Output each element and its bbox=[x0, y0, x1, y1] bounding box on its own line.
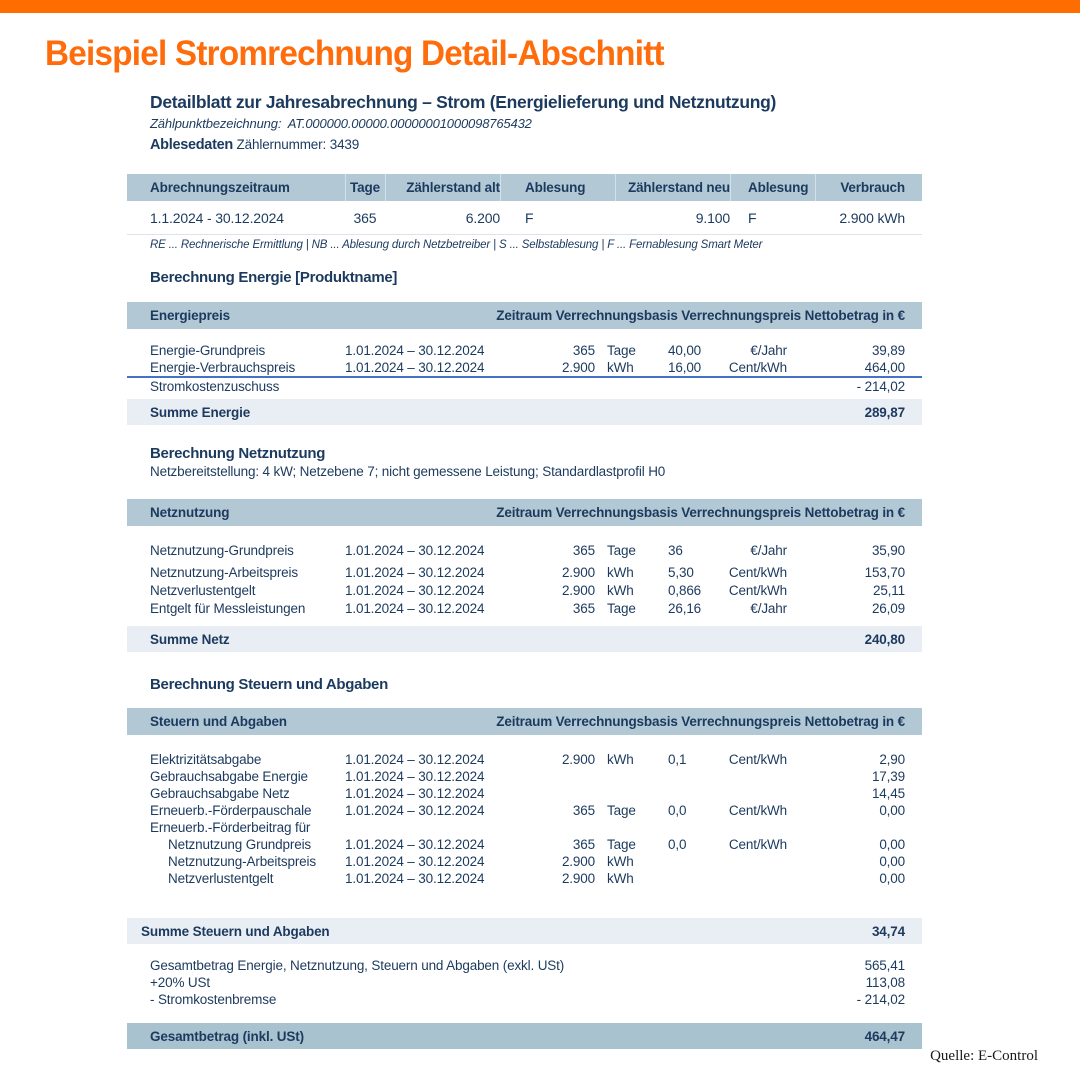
row-basis: 365 bbox=[572, 601, 595, 616]
row-betrag: 0,00 bbox=[879, 871, 905, 886]
sum-value: 240,80 bbox=[864, 631, 905, 647]
taxes-table-header bbox=[127, 708, 922, 735]
row-label: Erneuerb.-Förderbeitrag für bbox=[150, 820, 311, 835]
page-title: Beispiel Stromrechnung Detail-Abschnitt bbox=[45, 34, 664, 73]
reading-type: F bbox=[525, 209, 534, 226]
row-basis-unit bbox=[595, 378, 655, 395]
row-betrag: 0,00 bbox=[879, 854, 905, 869]
row-betrag: 39,89 bbox=[871, 343, 905, 358]
table-row bbox=[127, 542, 922, 564]
total-label: Gesamtbetrag Energie, Netznutzung, Steuern und Abgaben (exkl. USt) bbox=[150, 958, 565, 973]
row-zeitraum bbox=[345, 378, 510, 395]
table-label: Energiepreis bbox=[150, 308, 230, 323]
row-basis-unit: kWh bbox=[607, 360, 634, 375]
row-basis: 2.900 bbox=[561, 854, 595, 869]
columns-header: Zeitraum Verrechnungsbasis Verrechnungspreis Nettobetrag in € bbox=[496, 714, 905, 729]
row-label: Netzverlustentgelt bbox=[168, 871, 274, 886]
table-row bbox=[127, 802, 922, 819]
row-betrag: 17,39 bbox=[871, 769, 905, 784]
row-basis-unit: kWh bbox=[607, 871, 634, 886]
source-credit: Quelle: E-Control bbox=[930, 1048, 1038, 1064]
energy-table-header bbox=[127, 302, 922, 329]
total-value: 565,41 bbox=[864, 958, 905, 973]
table-label: Netznutzung bbox=[150, 505, 230, 520]
row-basis: 2.900 bbox=[561, 583, 595, 598]
row-basis: 2.900 bbox=[561, 871, 595, 886]
old-reading-value: 6.200 bbox=[465, 209, 500, 226]
column-header: Abrechnungszeitraum bbox=[150, 180, 290, 195]
row-betrag: 464,00 bbox=[864, 360, 905, 375]
totals-block bbox=[127, 957, 922, 1008]
netz-table-body bbox=[127, 542, 922, 618]
row-zeitraum bbox=[345, 819, 510, 836]
row-label: Netznutzung Grundpreis bbox=[168, 837, 312, 852]
row-preis-unit: Cent/kWh bbox=[728, 583, 787, 598]
invoice-detail-document bbox=[127, 92, 922, 1049]
row-preis-unit: Cent/kWh bbox=[728, 565, 787, 580]
sum-label: Summe Energie bbox=[150, 404, 251, 420]
row-label: Elektrizitätsabgabe bbox=[150, 752, 262, 767]
row-preis: 0,1 bbox=[668, 752, 687, 767]
taxes-table-body bbox=[127, 751, 922, 887]
row-label: Entgelt für Messleistungen bbox=[150, 601, 306, 616]
new-reading-value: 9.100 bbox=[695, 209, 730, 226]
consumption-value: 2.900 kWh bbox=[839, 209, 905, 226]
row-label: Energie-Verbrauchspreis bbox=[150, 360, 296, 375]
sum-row-netz bbox=[127, 626, 922, 652]
row-preis: 26,16 bbox=[668, 601, 702, 616]
row-basis: 2.900 bbox=[561, 360, 595, 375]
table-row bbox=[127, 870, 922, 887]
row-basis-unit: Tage bbox=[607, 837, 636, 852]
row-betrag bbox=[787, 819, 922, 836]
reading-table-header bbox=[127, 174, 922, 201]
row-betrag: 2,90 bbox=[879, 752, 905, 767]
grand-total-label: Gesamtbetrag (inkl. USt) bbox=[150, 1028, 304, 1044]
row-basis: 365 bbox=[572, 343, 595, 358]
row-preis-unit bbox=[727, 819, 787, 836]
row-basis-unit bbox=[595, 768, 655, 785]
row-preis-unit bbox=[727, 853, 787, 870]
row-basis bbox=[510, 785, 595, 802]
row-preis: 40,00 bbox=[668, 343, 702, 358]
row-basis-unit: kWh bbox=[607, 752, 634, 767]
row-label: Netznutzung-Arbeitspreis bbox=[168, 854, 316, 869]
row-preis-unit: €/Jahr bbox=[750, 343, 787, 358]
row-basis-unit: kWh bbox=[607, 565, 634, 580]
table-row bbox=[127, 785, 922, 802]
row-zeitraum: 1.01.2024 – 30.12.2024 bbox=[345, 769, 485, 784]
row-betrag: - 214,02 bbox=[856, 379, 905, 394]
row-zeitraum: 1.01.2024 – 30.12.2024 bbox=[345, 837, 485, 852]
table-row bbox=[127, 378, 922, 395]
row-zeitraum: 1.01.2024 – 30.12.2024 bbox=[345, 360, 485, 375]
row-basis: 365 bbox=[572, 803, 595, 818]
row-preis bbox=[655, 785, 727, 802]
table-row bbox=[127, 359, 922, 378]
table-row bbox=[127, 600, 922, 618]
row-preis: 0,0 bbox=[668, 803, 687, 818]
row-label: Energie-Grundpreis bbox=[150, 343, 266, 358]
row-betrag: 0,00 bbox=[879, 803, 905, 818]
row-zeitraum: 1.01.2024 – 30.12.2024 bbox=[345, 583, 485, 598]
row-betrag: 25,11 bbox=[872, 583, 905, 598]
row-preis-unit bbox=[727, 870, 787, 887]
table-row bbox=[127, 342, 922, 359]
reading-data-label: Ablesedaten bbox=[150, 137, 233, 153]
columns-header: Zeitraum Verrechnungsbasis Verrechnungspreis Nettobetrag in € bbox=[496, 308, 905, 323]
meter-point-line bbox=[127, 116, 922, 132]
row-preis-unit: Cent/kWh bbox=[728, 360, 787, 375]
table-row bbox=[127, 819, 922, 836]
row-basis-unit: kWh bbox=[607, 854, 634, 869]
row-betrag: 153,70 bbox=[864, 565, 905, 580]
meter-number: Zählernummer: 3439 bbox=[236, 137, 360, 152]
total-label: +20% USt bbox=[150, 975, 210, 990]
table-label: Steuern und Abgaben bbox=[150, 714, 287, 729]
table-row bbox=[127, 582, 922, 600]
section-heading-taxes: Berechnung Steuern und Abgaben bbox=[150, 676, 388, 693]
sum-row-taxes bbox=[127, 918, 922, 944]
energy-table-body bbox=[127, 342, 922, 395]
row-basis-unit: Tage bbox=[607, 803, 636, 818]
row-preis: 5,30 bbox=[668, 565, 694, 580]
row-zeitraum: 1.01.2024 – 30.12.2024 bbox=[345, 565, 485, 580]
billing-period: 1.1.2024 - 30.12.2024 bbox=[150, 209, 284, 226]
row-betrag: 26,09 bbox=[871, 601, 905, 616]
row-preis-unit: Cent/kWh bbox=[728, 752, 787, 767]
grand-total-row bbox=[127, 1023, 922, 1049]
row-zeitraum: 1.01.2024 – 30.12.2024 bbox=[345, 543, 485, 558]
sum-value: 289,87 bbox=[864, 404, 905, 420]
row-label: Netznutzung-Arbeitspreis bbox=[150, 565, 298, 580]
row-label: Stromkostenzuschuss bbox=[150, 379, 280, 394]
row-zeitraum: 1.01.2024 – 30.12.2024 bbox=[345, 786, 485, 801]
row-preis bbox=[655, 870, 727, 887]
row-preis bbox=[655, 768, 727, 785]
table-row bbox=[127, 751, 922, 768]
row-basis: 365 bbox=[572, 543, 595, 558]
row-basis-unit bbox=[595, 819, 655, 836]
meter-point-value: AT.000000.00000.00000001000098765432 bbox=[287, 116, 532, 131]
columns-header: Zeitraum Verrechnungsbasis Verrechnungspreis Nettobetrag in € bbox=[496, 505, 905, 520]
row-preis-unit bbox=[727, 768, 787, 785]
document-title: Detailblatt zur Jahresabrechnung – Strom (Energielieferung und Netznutzung) bbox=[150, 92, 777, 112]
row-basis bbox=[510, 819, 595, 836]
row-basis-unit: Tage bbox=[607, 343, 636, 358]
column-header: Ablesung bbox=[730, 174, 815, 201]
row-basis bbox=[510, 768, 595, 785]
row-basis-unit bbox=[595, 785, 655, 802]
row-zeitraum: 1.01.2024 – 30.12.2024 bbox=[345, 854, 485, 869]
section-heading-netz: Berechnung Netznutzung bbox=[150, 445, 326, 462]
row-preis bbox=[655, 378, 727, 395]
row-basis: 2.900 bbox=[561, 752, 595, 767]
column-header: Zählerstand alt bbox=[385, 174, 500, 201]
column-header: Tage bbox=[345, 174, 385, 201]
row-preis-unit: €/Jahr bbox=[750, 601, 787, 616]
table-row bbox=[127, 564, 922, 582]
total-label: - Stromkostenbremse bbox=[150, 992, 277, 1007]
top-accent-bar bbox=[0, 0, 1080, 13]
row-preis-unit bbox=[727, 785, 787, 802]
row-preis-unit: Cent/kWh bbox=[728, 803, 787, 818]
sum-row-energy bbox=[127, 399, 922, 425]
row-preis-unit bbox=[727, 378, 787, 395]
row-zeitraum: 1.01.2024 – 30.12.2024 bbox=[345, 601, 485, 616]
meter-point-label: Zählpunktbezeichnung: bbox=[150, 116, 282, 131]
row-label: Erneuerb.-Förderpauschale bbox=[150, 803, 312, 818]
row-preis: 0,0 bbox=[668, 837, 687, 852]
table-row bbox=[127, 836, 922, 853]
row-betrag: 14,45 bbox=[871, 786, 905, 801]
table-row bbox=[127, 768, 922, 785]
total-line bbox=[127, 991, 922, 1008]
section-heading-energy: Berechnung Energie [Produktname] bbox=[150, 269, 398, 286]
total-value: - 214,02 bbox=[856, 992, 905, 1007]
row-preis-unit: €/Jahr bbox=[750, 543, 787, 558]
row-preis bbox=[655, 819, 727, 836]
days-value: 365 bbox=[353, 209, 377, 226]
row-basis-unit: kWh bbox=[607, 583, 634, 598]
reading-type: F bbox=[748, 209, 757, 226]
netz-note: Netzbereitstellung: 4 kW; Netzebene 7; nicht gemessene Leistung; Standardlastprofil H0 bbox=[150, 464, 666, 479]
column-header: Verbrauch bbox=[815, 174, 922, 201]
row-betrag: 0,00 bbox=[879, 837, 905, 852]
total-line bbox=[127, 957, 922, 974]
row-basis-unit: Tage bbox=[607, 543, 636, 558]
column-header: Ablesung bbox=[500, 174, 615, 201]
netz-table-header bbox=[127, 499, 922, 526]
row-label: Gebrauchsabgabe Energie bbox=[150, 769, 308, 784]
row-zeitraum: 1.01.2024 – 30.12.2024 bbox=[345, 752, 485, 767]
row-basis bbox=[510, 378, 595, 395]
row-basis-unit: Tage bbox=[607, 601, 636, 616]
grand-total-value: 464,47 bbox=[864, 1028, 905, 1044]
row-label: Netzverlustentgelt bbox=[150, 583, 256, 598]
sum-value: 34,74 bbox=[871, 923, 905, 939]
row-betrag: 35,90 bbox=[871, 543, 905, 558]
row-preis-unit: Cent/kWh bbox=[728, 837, 787, 852]
total-line bbox=[127, 974, 922, 991]
row-basis: 2.900 bbox=[561, 565, 595, 580]
row-label: Gebrauchsabgabe Netz bbox=[150, 786, 290, 801]
row-zeitraum: 1.01.2024 – 30.12.2024 bbox=[345, 803, 485, 818]
total-value: 113,08 bbox=[865, 975, 905, 990]
reading-data-line bbox=[127, 136, 922, 154]
column-header: Zählerstand neu bbox=[615, 174, 730, 201]
reading-legend-footnote: RE ... Rechnerische Ermittlung | NB ... Ablesung durch Netzbetreiber | S ... Selbstablesung | F ... Fernablesung Smart Meter bbox=[150, 239, 763, 251]
sum-label: Summe Steuern und Abgaben bbox=[141, 923, 330, 939]
row-basis: 365 bbox=[572, 837, 595, 852]
row-zeitraum: 1.01.2024 – 30.12.2024 bbox=[345, 871, 485, 886]
row-preis bbox=[655, 853, 727, 870]
sum-label: Summe Netz bbox=[150, 631, 230, 647]
row-zeitraum: 1.01.2024 – 30.12.2024 bbox=[345, 343, 485, 358]
table-row bbox=[127, 853, 922, 870]
row-preis: 16,00 bbox=[668, 360, 702, 375]
table-row bbox=[127, 201, 922, 235]
row-preis: 0,866 bbox=[668, 583, 702, 598]
row-preis: 36 bbox=[668, 543, 683, 558]
row-label: Netznutzung-Grundpreis bbox=[150, 543, 294, 558]
